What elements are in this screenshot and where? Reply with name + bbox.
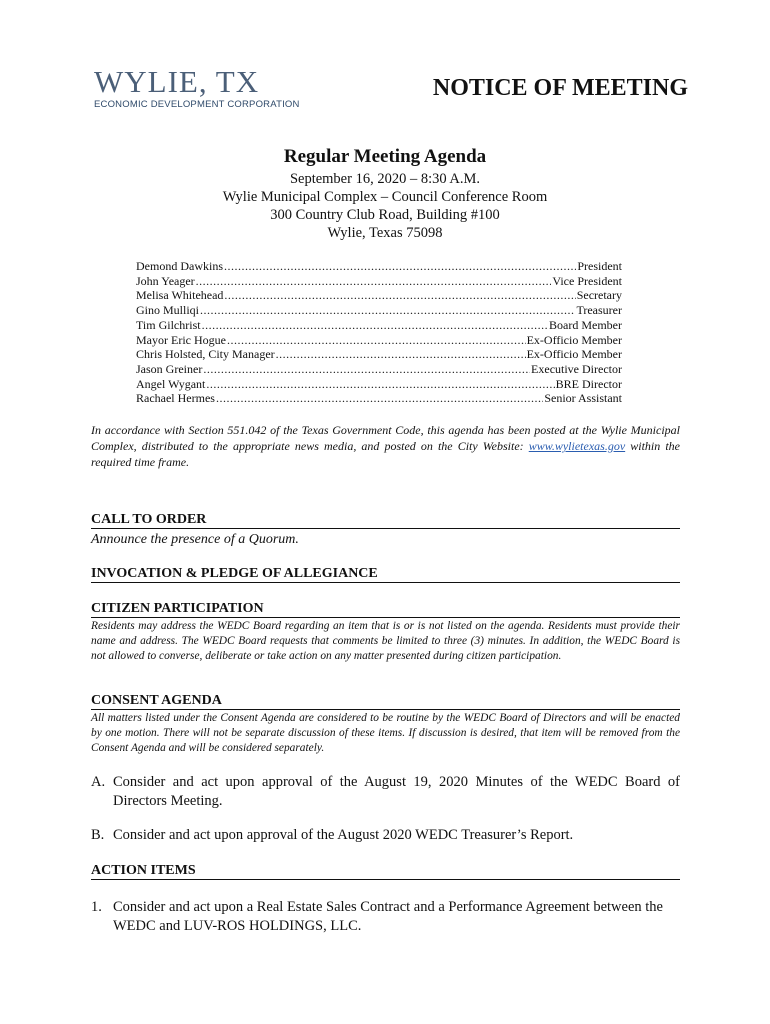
meeting-date: September 16, 2020 – 8:30 A.M. bbox=[289, 171, 481, 187]
member-name: Angel Wygant bbox=[136, 376, 206, 391]
item-text: Consider and act upon approval of the August 2020 WEDC Treasurer’s Report. bbox=[113, 827, 574, 843]
roster-row bbox=[136, 318, 622, 333]
posting-notice-text: In accordance with Section 551.042 of the Texas Government Code, this agenda has been posted at the Wylie Municipal Complex, distributed to the appropriate news media, and posted on the City Website: bbox=[91, 423, 680, 453]
section-heading: CITIZEN PARTICIPATION bbox=[91, 601, 680, 618]
section-heading: CONSENT AGENDA bbox=[91, 693, 680, 710]
member-name: Melisa Whitehead bbox=[136, 288, 224, 303]
item-number: B. bbox=[91, 827, 105, 843]
section-heading: ACTION ITEMS bbox=[91, 863, 680, 880]
notice-of-meeting-heading: NOTICE OF MEETING bbox=[432, 75, 688, 101]
section-heading: CALL TO ORDER bbox=[91, 512, 680, 529]
member-role: Treasurer bbox=[576, 303, 622, 318]
roster-row bbox=[136, 274, 622, 289]
agenda-title: Regular Meeting Agenda bbox=[283, 146, 487, 167]
call-to-order-section bbox=[91, 512, 680, 549]
roster-row bbox=[136, 391, 622, 406]
member-name: Jason Greiner bbox=[136, 361, 203, 376]
consent-item-b bbox=[91, 826, 680, 845]
invocation-section bbox=[91, 566, 680, 583]
roster-row bbox=[136, 259, 622, 274]
roster-row bbox=[136, 333, 622, 348]
consent-item-a bbox=[91, 773, 680, 811]
member-role: Ex-Officio Member bbox=[526, 347, 622, 362]
member-role: Vice President bbox=[552, 273, 622, 288]
citizen-participation-section bbox=[91, 601, 680, 664]
section-body: Residents may address the WEDC Board regarding an item that is or is not listed on the agenda. Residents must provide their name and address. The WEDC Board requests that comments be limited to three (3) minutes. In addition, the WEDC Board is not allowed to converse, deliberate or take action on any matter presented during citizen participation. bbox=[91, 620, 680, 662]
section-body: Announce the presence of a Quorum. bbox=[91, 532, 299, 547]
posting-notice-tail: within the required time frame. bbox=[91, 439, 680, 469]
roster-row bbox=[136, 377, 622, 392]
member-name: Gino Mulliqi bbox=[136, 303, 200, 318]
action-item-1 bbox=[91, 898, 680, 936]
item-text: Consider and act upon approval of the August 19, 2020 Minutes of the WEDC Board of Directors Meeting. bbox=[113, 774, 680, 809]
member-role: Board Member bbox=[549, 317, 622, 332]
roster-row bbox=[136, 288, 622, 303]
item-text: Consider and act upon a Real Estate Sales Contract and a Performance Agreement between the WEDC and LUV-ROS HOLDINGS, LLC. bbox=[113, 899, 663, 934]
member-name: Chris Holsted, City Manager bbox=[136, 347, 275, 362]
member-role: Secretary bbox=[576, 288, 622, 303]
roster-row bbox=[136, 303, 622, 318]
meeting-city: Wylie, Texas 75098 bbox=[327, 225, 443, 241]
section-heading: INVOCATION & PLEDGE OF ALLEGIANCE bbox=[91, 566, 680, 583]
member-name: Tim Gilchrist bbox=[136, 317, 201, 332]
member-name: John Yeager bbox=[136, 273, 195, 288]
roster-row bbox=[136, 362, 622, 377]
member-name: Rachael Hermes bbox=[136, 391, 215, 406]
logo-subtitle: ECONOMIC DEVELOPMENT CORPORATION bbox=[94, 99, 300, 110]
organization-logo bbox=[94, 66, 300, 110]
logo-title: WYLIE, TX bbox=[94, 64, 260, 99]
member-name: Demond Dawkins bbox=[136, 259, 223, 273]
member-role: Executive Director bbox=[531, 361, 622, 376]
item-number: A. bbox=[91, 774, 106, 790]
member-name: Mayor Eric Hogue bbox=[136, 332, 226, 347]
meeting-address: 300 Country Club Road, Building #100 bbox=[270, 207, 500, 223]
board-roster bbox=[136, 259, 622, 406]
city-website-link[interactable]: www.wylietexas.gov bbox=[528, 439, 626, 453]
member-role: President bbox=[577, 259, 622, 273]
action-items-section bbox=[91, 863, 680, 880]
roster-row bbox=[136, 347, 622, 362]
member-role: Senior Assistant bbox=[544, 391, 622, 406]
member-role: Ex-Officio Member bbox=[526, 332, 622, 347]
meeting-location: Wylie Municipal Complex – Council Conference Room bbox=[222, 189, 548, 205]
member-role: BRE Director bbox=[555, 376, 622, 391]
item-number: 1. bbox=[91, 899, 102, 915]
consent-agenda-section bbox=[91, 693, 680, 756]
section-body: All matters listed under the Consent Agenda are considered to be routine by the WEDC Board of Directors and will be enacted by one motion. There will not be separate discussion of these items. If discussion is desired, that item will be removed from the Consent Agenda and will be considered separately. bbox=[91, 712, 680, 754]
posting-notice bbox=[91, 422, 680, 470]
